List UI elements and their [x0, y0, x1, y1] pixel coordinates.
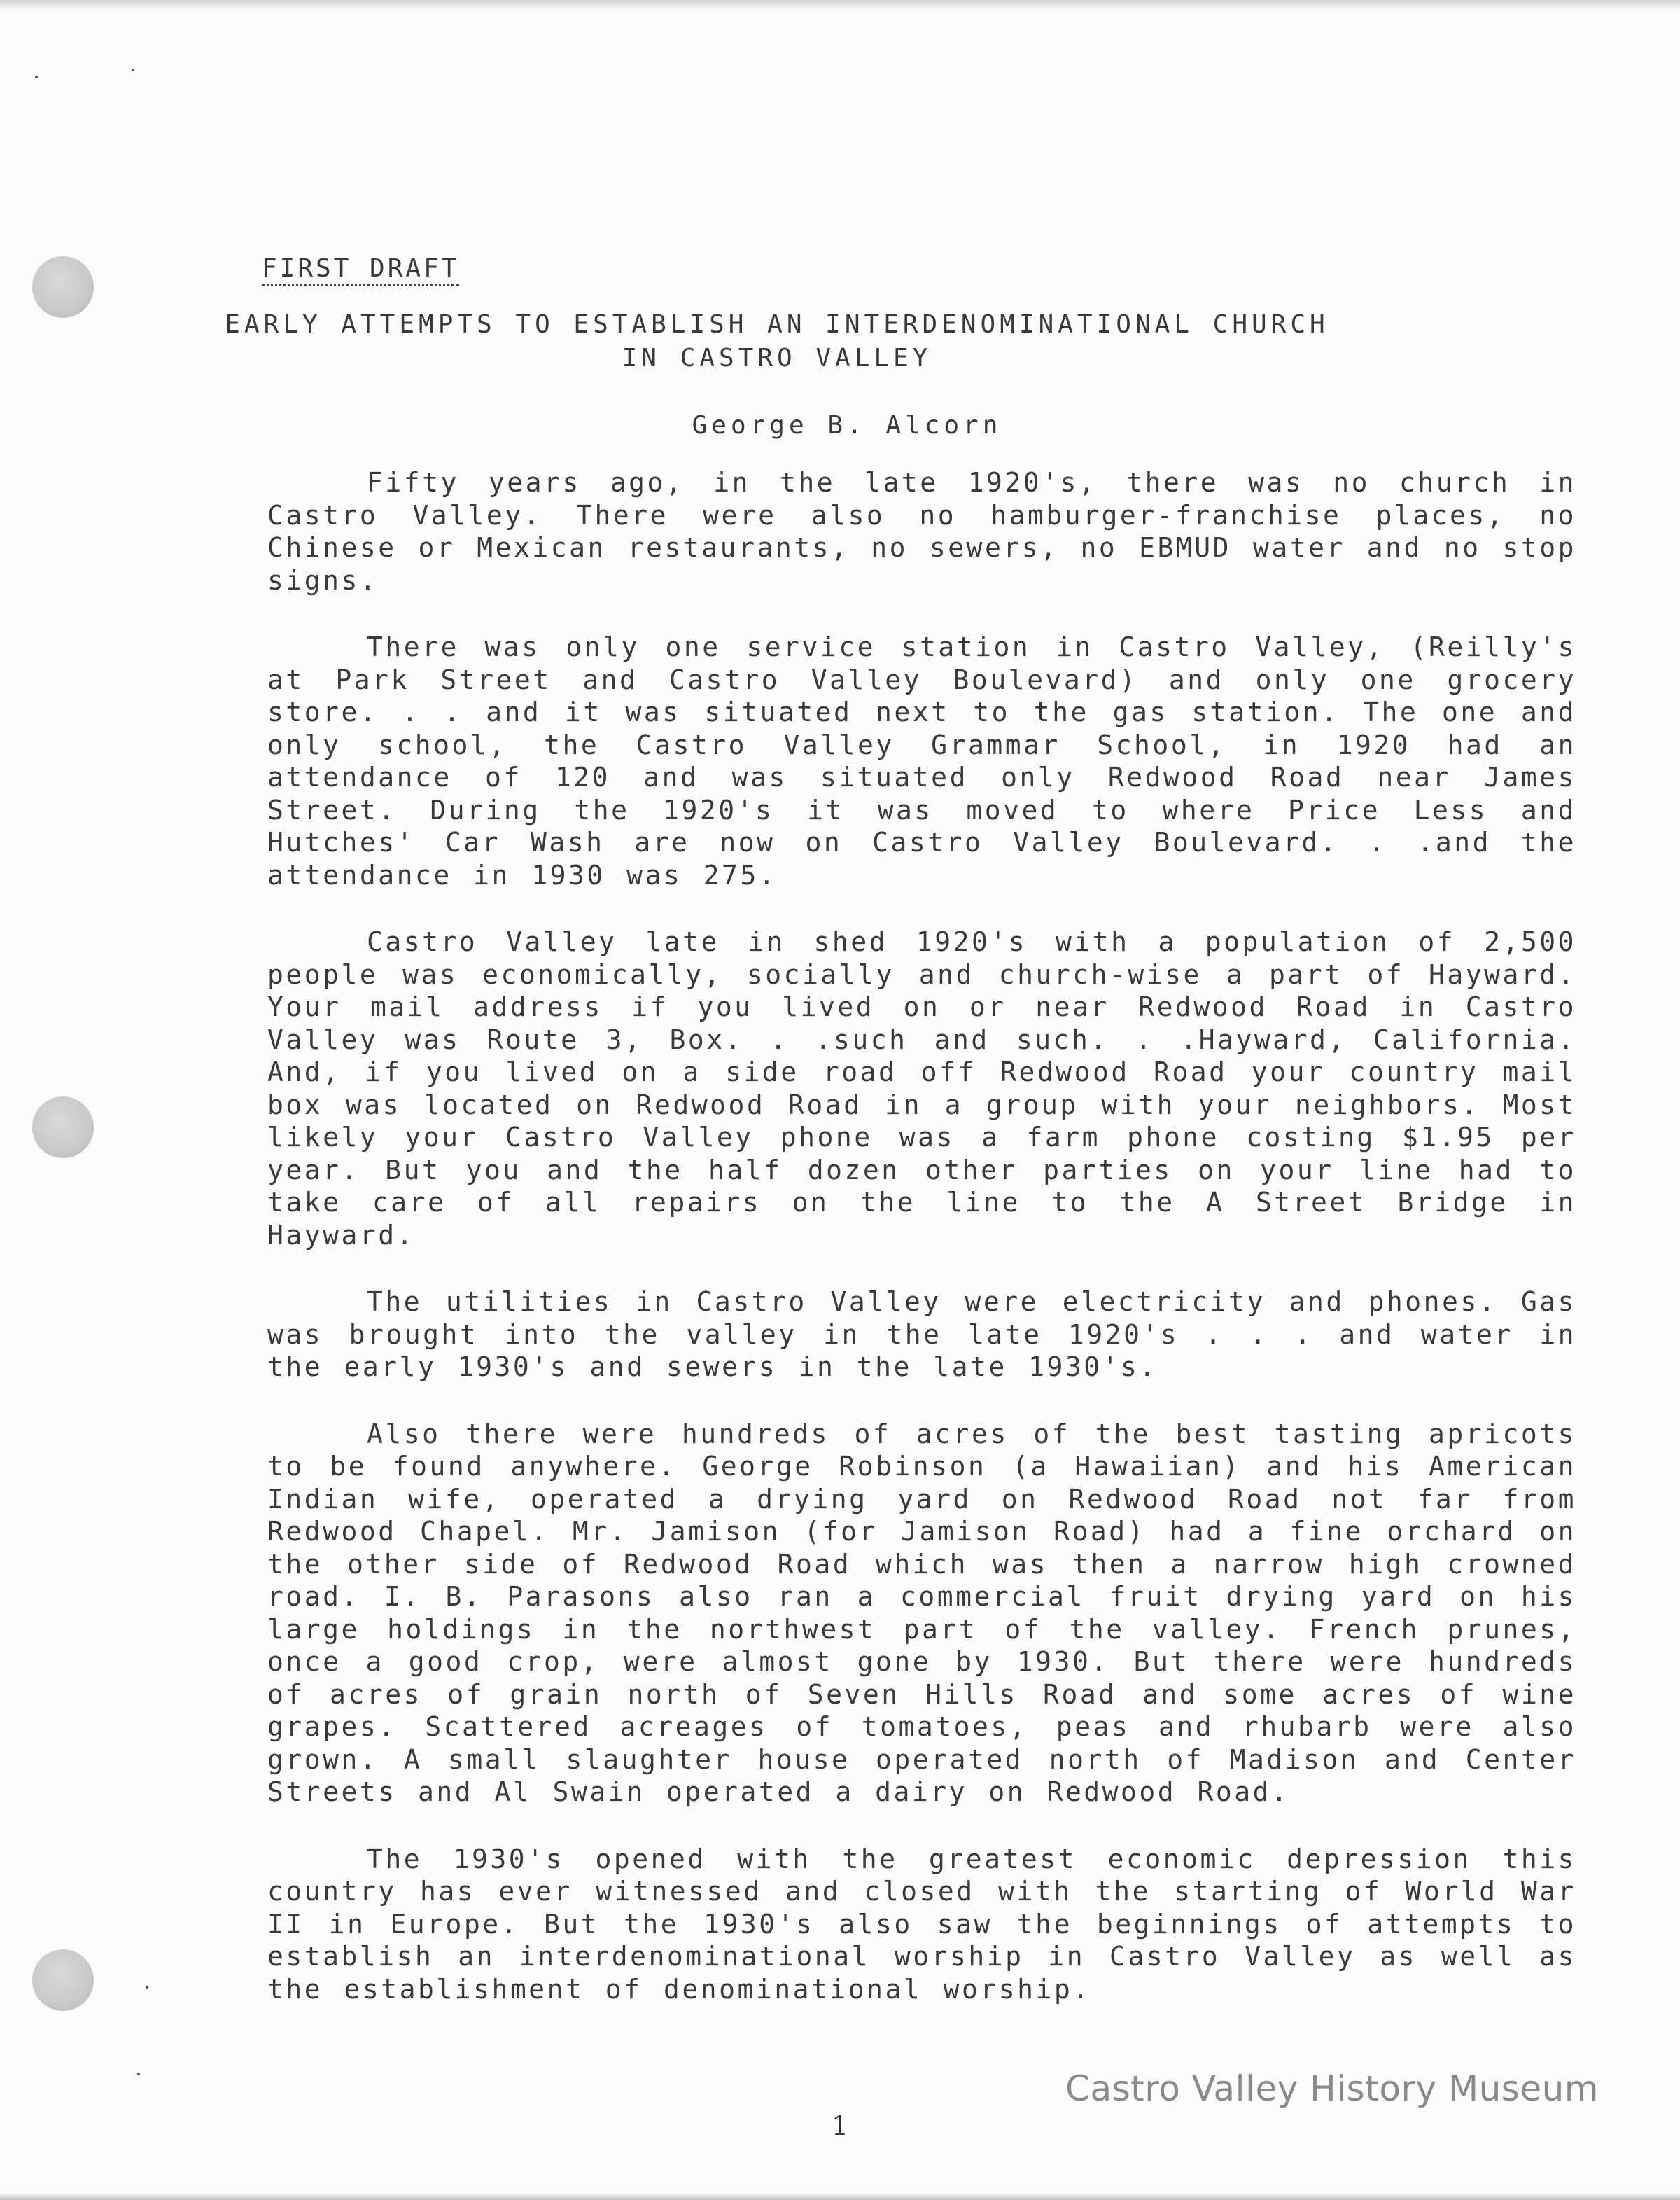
paragraph: Castro Valley late in shed 1920's with a population of 2,500 people was economically, socially and church-wise a part of Hayward. Your mail address if you lived on or near Redwood Road in Castro Valley was Route 3, Box. . .such and such. . .Hayward, California. And, if you lived on a side road off Redwood Road your country mail box was located on Redwood Road in a group with your neighbors. Most likely your Castro Valley phone was a farm phone costing $1.95 per year. But you and the half dozen other parties on your line had to take care of all repairs on the line to the A Street Bridge in Hayward.: [267, 926, 1576, 1251]
document-title-line-1: EARLY ATTEMPTS TO ESTABLISH AN INTERDENOMINATIONAL CHURCH: [225, 310, 1329, 339]
page-number: 1: [831, 2110, 849, 2141]
paragraph: There was only one service station in Castro Valley, (Reilly's at Park Street and Castro Valley Boulevard) and only one grocery store. . . and it was situated next to the gas station. The one and only school, the Castro Valley Grammar School, in 1920 had an attendance of 120 and was situated only Redwood Road near James Street. During the 1920's it was moved to where Price Less and Hutches' Car Wash are now on Castro Valley Boulevard. . .and the attendance in 1930 was 275.: [267, 632, 1576, 891]
punch-hole-bottom: [32, 1949, 94, 2011]
paragraph: The 1930's opened with the greatest economic depression this country has ever witnessed and closed with the starting of World War II in Europe. But the 1930's also saw the beginnings of attempts to establish an interdenominational worship in Castro Valley as well as the establishment of denominational worship.: [267, 1843, 1576, 2005]
punch-hole-middle: [32, 1096, 94, 1158]
page-top-edge: [0, 0, 1680, 10]
paper-speck: [137, 2073, 140, 2075]
author-name: George B. Alcorn: [692, 411, 1002, 440]
paper-speck: [146, 1986, 148, 1989]
page-bottom-edge: [0, 2193, 1680, 2200]
museum-watermark: Castro Valley History Museum: [1065, 2068, 1599, 2109]
paragraph: Also there were hundreds of acres of the best tasting apricots to be found anywhere. George Robinson (a Hawaiian) and his American Indian wife, operated a drying yard on Redwood Road not far from Redwood Chapel. Mr. Jamison (for Jamison Road) had a fine orchard on the other side of Redwood Road which was then a narrow high crowned road. I. B. Parasons also ran a commercial fruit drying yard on his large holdings in the northwest part of the valley. French prunes, once a good crop, were almost gone by 1930. But there were hundreds of acres of grain north of Seven Hills Road and some acres of wine grapes. Scattered acreages of tomatoes, peas and rhubarb were also grown. A small slaughter house operated north of Madison and Center Streets and Al Swain operated a dairy on Redwood Road.: [267, 1418, 1576, 1807]
paper-speck: [35, 76, 38, 78]
document-body: [267, 466, 1576, 2040]
document-title-line-2: IN CASTRO VALLEY: [622, 344, 932, 373]
paper-speck: [132, 69, 134, 71]
paragraph: Fifty years ago, in the late 1920's, there was no church in Castro Valley. There were also no hamburger-franchise places, no Chinese or Mexican restaurants, no sewers, no EBMUD water and no stop signs.: [267, 467, 1576, 596]
paragraph: The utilities in Castro Valley were electricity and phones. Gas was brought into the valley in the late 1920's . . . and water in the early 1930's and sewers in the late 1930's.: [267, 1286, 1576, 1382]
draft-label: FIRST DRAFT: [262, 253, 459, 286]
